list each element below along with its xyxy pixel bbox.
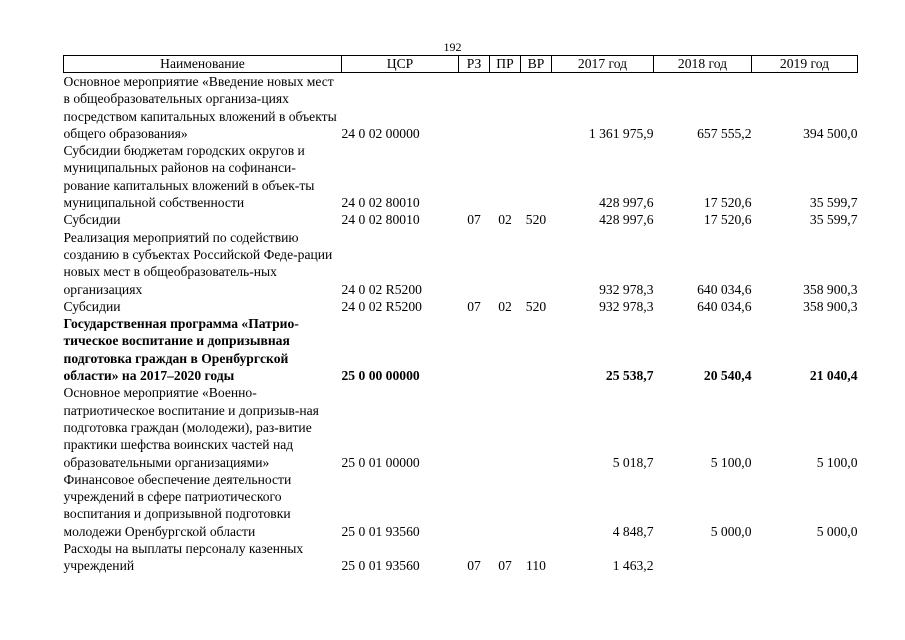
row-2017: 1 463,2	[612, 558, 654, 574]
row-pr	[490, 384, 521, 470]
row-vr: 110	[526, 558, 546, 574]
row-rz	[459, 73, 490, 143]
row-pr	[490, 73, 521, 143]
header-2018: 2018 год	[654, 56, 752, 73]
row-vr	[521, 471, 552, 540]
row-2018: 5 100,0	[710, 454, 752, 470]
header-2019: 2019 год	[752, 56, 858, 73]
row-2018: 640 034,6	[697, 281, 752, 297]
row-pr: 02	[498, 212, 512, 228]
row-2017: 932 978,3	[599, 281, 654, 297]
row-2019: 358 900,3	[803, 281, 858, 297]
row-vr	[521, 384, 552, 470]
row-rz: 07	[467, 212, 481, 228]
row-csr: 24 0 02 80010	[341, 212, 420, 228]
row-2018: 20 540,4	[703, 368, 752, 384]
row-name: Реализация мероприятий по содействию созданию в субъектах Российской Феде-рации новых мест в общеобразователь-ных организациях	[63, 229, 333, 297]
row-vr	[521, 229, 552, 298]
row-rz	[459, 142, 490, 211]
row-rz	[459, 384, 490, 470]
row-2017: 5 018,7	[612, 454, 654, 470]
page-number: 192	[443, 40, 462, 54]
row-pr	[490, 229, 521, 298]
row-csr: 25 0 00 00000	[341, 368, 420, 384]
row-name: Расходы на выплаты персоналу казенных учреждений	[63, 541, 304, 574]
row-name: Основное мероприятие «Военно-патриотическое воспитание и допризыв-ная подготовка граждан (молодежи), раз-витие практики шефства воинских частей над образовательными организациями»	[63, 385, 319, 470]
row-2017: 4 848,7	[612, 523, 654, 539]
header-vr: ВР	[521, 56, 552, 73]
row-csr: 25 0 01 93560	[341, 523, 420, 539]
row-name: Субсидии	[63, 298, 121, 314]
row-pr	[490, 142, 521, 211]
row-csr: 25 0 01 93560	[341, 558, 420, 574]
row-rz: 07	[467, 558, 481, 574]
row-csr: 24 0 02 00000	[341, 125, 420, 141]
row-2017: 932 978,3	[599, 298, 654, 314]
row-2017: 428 997,6	[599, 195, 654, 211]
row-name: Основное мероприятие «Введение новых мест в общеобразовательных организа-циях посредством капитальных вложений в объекты общего образования»	[63, 74, 337, 141]
row-2019: 358 900,3	[803, 298, 858, 314]
row-2018	[654, 540, 752, 575]
row-2019: 21 040,4	[809, 368, 858, 384]
row-2019	[752, 540, 858, 575]
row-csr: 24 0 02 80010	[341, 195, 420, 211]
row-vr: 520	[525, 298, 547, 314]
row-vr	[521, 315, 552, 384]
row-name: Государственная программа «Патрио-тическое воспитание и допризывная подготовка граждан в Оренбургской области» на 2017–2020 годы	[63, 316, 299, 384]
table-row	[64, 229, 858, 298]
row-rz	[459, 471, 490, 540]
row-2017: 1 361 975,9	[588, 125, 654, 141]
header-name: Наименование	[64, 56, 342, 73]
row-2017: 428 997,6	[599, 212, 654, 228]
header-rz: РЗ	[459, 56, 490, 73]
row-pr: 07	[498, 558, 512, 574]
row-2019: 5 000,0	[816, 523, 858, 539]
table-row	[64, 471, 858, 540]
row-pr: 02	[498, 298, 512, 314]
row-name: Финансовое обеспечение деятельности учреждений в сфере патриотического воспитания и допризывной подготовки молодежи Оренбургской области	[63, 471, 292, 539]
row-rz: 07	[467, 298, 481, 314]
row-2018: 17 520,6	[703, 212, 752, 228]
row-2019: 5 100,0	[816, 454, 858, 470]
row-rz	[459, 315, 490, 384]
row-2018: 5 000,0	[710, 523, 752, 539]
row-2017: 25 538,7	[605, 368, 654, 384]
row-vr	[521, 73, 552, 143]
row-2018: 640 034,6	[697, 298, 752, 314]
table-row	[64, 298, 858, 315]
row-name: Субсидии бюджетам городских округов и муниципальных районов на софинанси-рование капитальных вложений в объек-ты муниципальной собственности	[63, 143, 315, 211]
budget-table	[63, 55, 858, 575]
row-2018: 657 555,2	[697, 125, 752, 141]
table-row	[64, 540, 858, 575]
row-csr: 24 0 02 R5200	[341, 298, 422, 314]
header-2017: 2017 год	[552, 56, 654, 73]
row-rz	[459, 229, 490, 298]
header-csr: ЦСР	[342, 56, 459, 73]
row-csr: 25 0 01 00000	[341, 454, 420, 470]
table-row	[64, 315, 858, 384]
table-row	[64, 384, 858, 470]
row-pr	[490, 471, 521, 540]
row-2019: 394 500,0	[803, 125, 858, 141]
row-vr	[521, 142, 552, 211]
row-2019: 35 599,7	[809, 212, 858, 228]
table-row	[64, 73, 858, 143]
table-row	[64, 211, 858, 228]
row-pr	[490, 315, 521, 384]
table-header-row	[64, 56, 858, 73]
row-name: Субсидии	[63, 212, 121, 228]
row-2019: 35 599,7	[809, 195, 858, 211]
row-csr: 24 0 02 R5200	[341, 281, 422, 297]
row-2018: 17 520,6	[703, 195, 752, 211]
table-row	[64, 142, 858, 211]
row-vr: 520	[525, 212, 547, 228]
header-pr: ПР	[490, 56, 521, 73]
